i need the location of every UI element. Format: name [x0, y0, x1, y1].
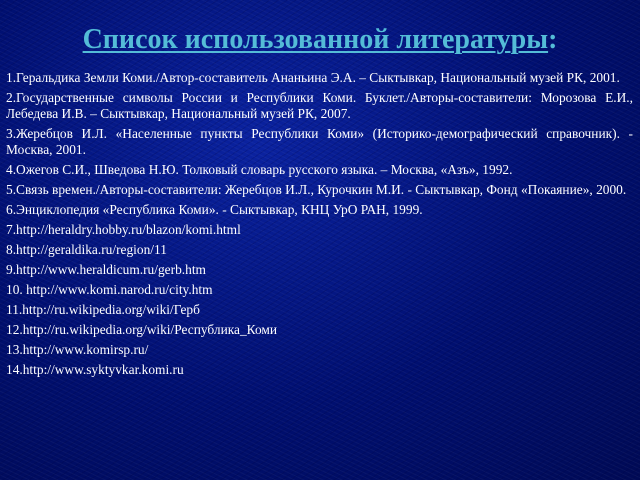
reference-link: 11.http://ru.wikipedia.org/wiki/Герб: [6, 302, 200, 317]
slide-title-colon: :: [548, 24, 558, 55]
references-list: [6, 70, 633, 382]
slide-title-text: Список использованной литературы: [82, 24, 549, 55]
reference-link: 10. http://www.komi.narod.ru/city.htm: [6, 282, 213, 297]
reference-link: 12.http://ru.wikipedia.org/wiki/Республика_Коми: [6, 322, 278, 337]
reference-item: 4.Ожегов С.И., Шведова Н.Ю. Толковый словарь русского языка. – Москва, «Азъ», 1992.: [6, 162, 513, 177]
reference-link: 9.http://www.heraldicum.ru/gerb.htm: [6, 262, 206, 277]
reference-link: 8.http://geraldika.ru/region/11: [6, 242, 167, 257]
reference-item: 3.Жеребцов И.Л. «Населенные пункты Республики Коми» (Историко-демографический справочник). - Москва, 2001.: [6, 126, 633, 157]
reference-item: 6.Энциклопедия «Республика Коми». - Сыктывкар, КНЦ УрО РАН, 1999.: [6, 202, 423, 217]
reference-item: 2.Государственные символы России и Республики Коми. Буклет./Авторы-составители: Морозова Е.И., Лебедева И.В. – Сыктывкар, Национальный музей РК, 2007.: [6, 90, 633, 121]
slide-title: [0, 22, 640, 58]
reference-link: 13.http://www.komirsp.ru/: [6, 342, 149, 357]
reference-item: 1.Геральдика Земли Коми./Автор-составитель Ананьина Э.А. – Сыктывкар, Национальный музей РК, 2001.: [6, 70, 620, 85]
reference-item: 5.Связь времен./Авторы-составители: Жеребцов И.Л., Курочкин М.И. - Сыктывкар, Фонд «Покаяние», 2000.: [6, 182, 627, 197]
reference-link: 14.http://www.syktyvkar.komi.ru: [6, 362, 184, 377]
reference-link: 7.http://heraldry.hobby.ru/blazon/komi.html: [6, 222, 241, 237]
